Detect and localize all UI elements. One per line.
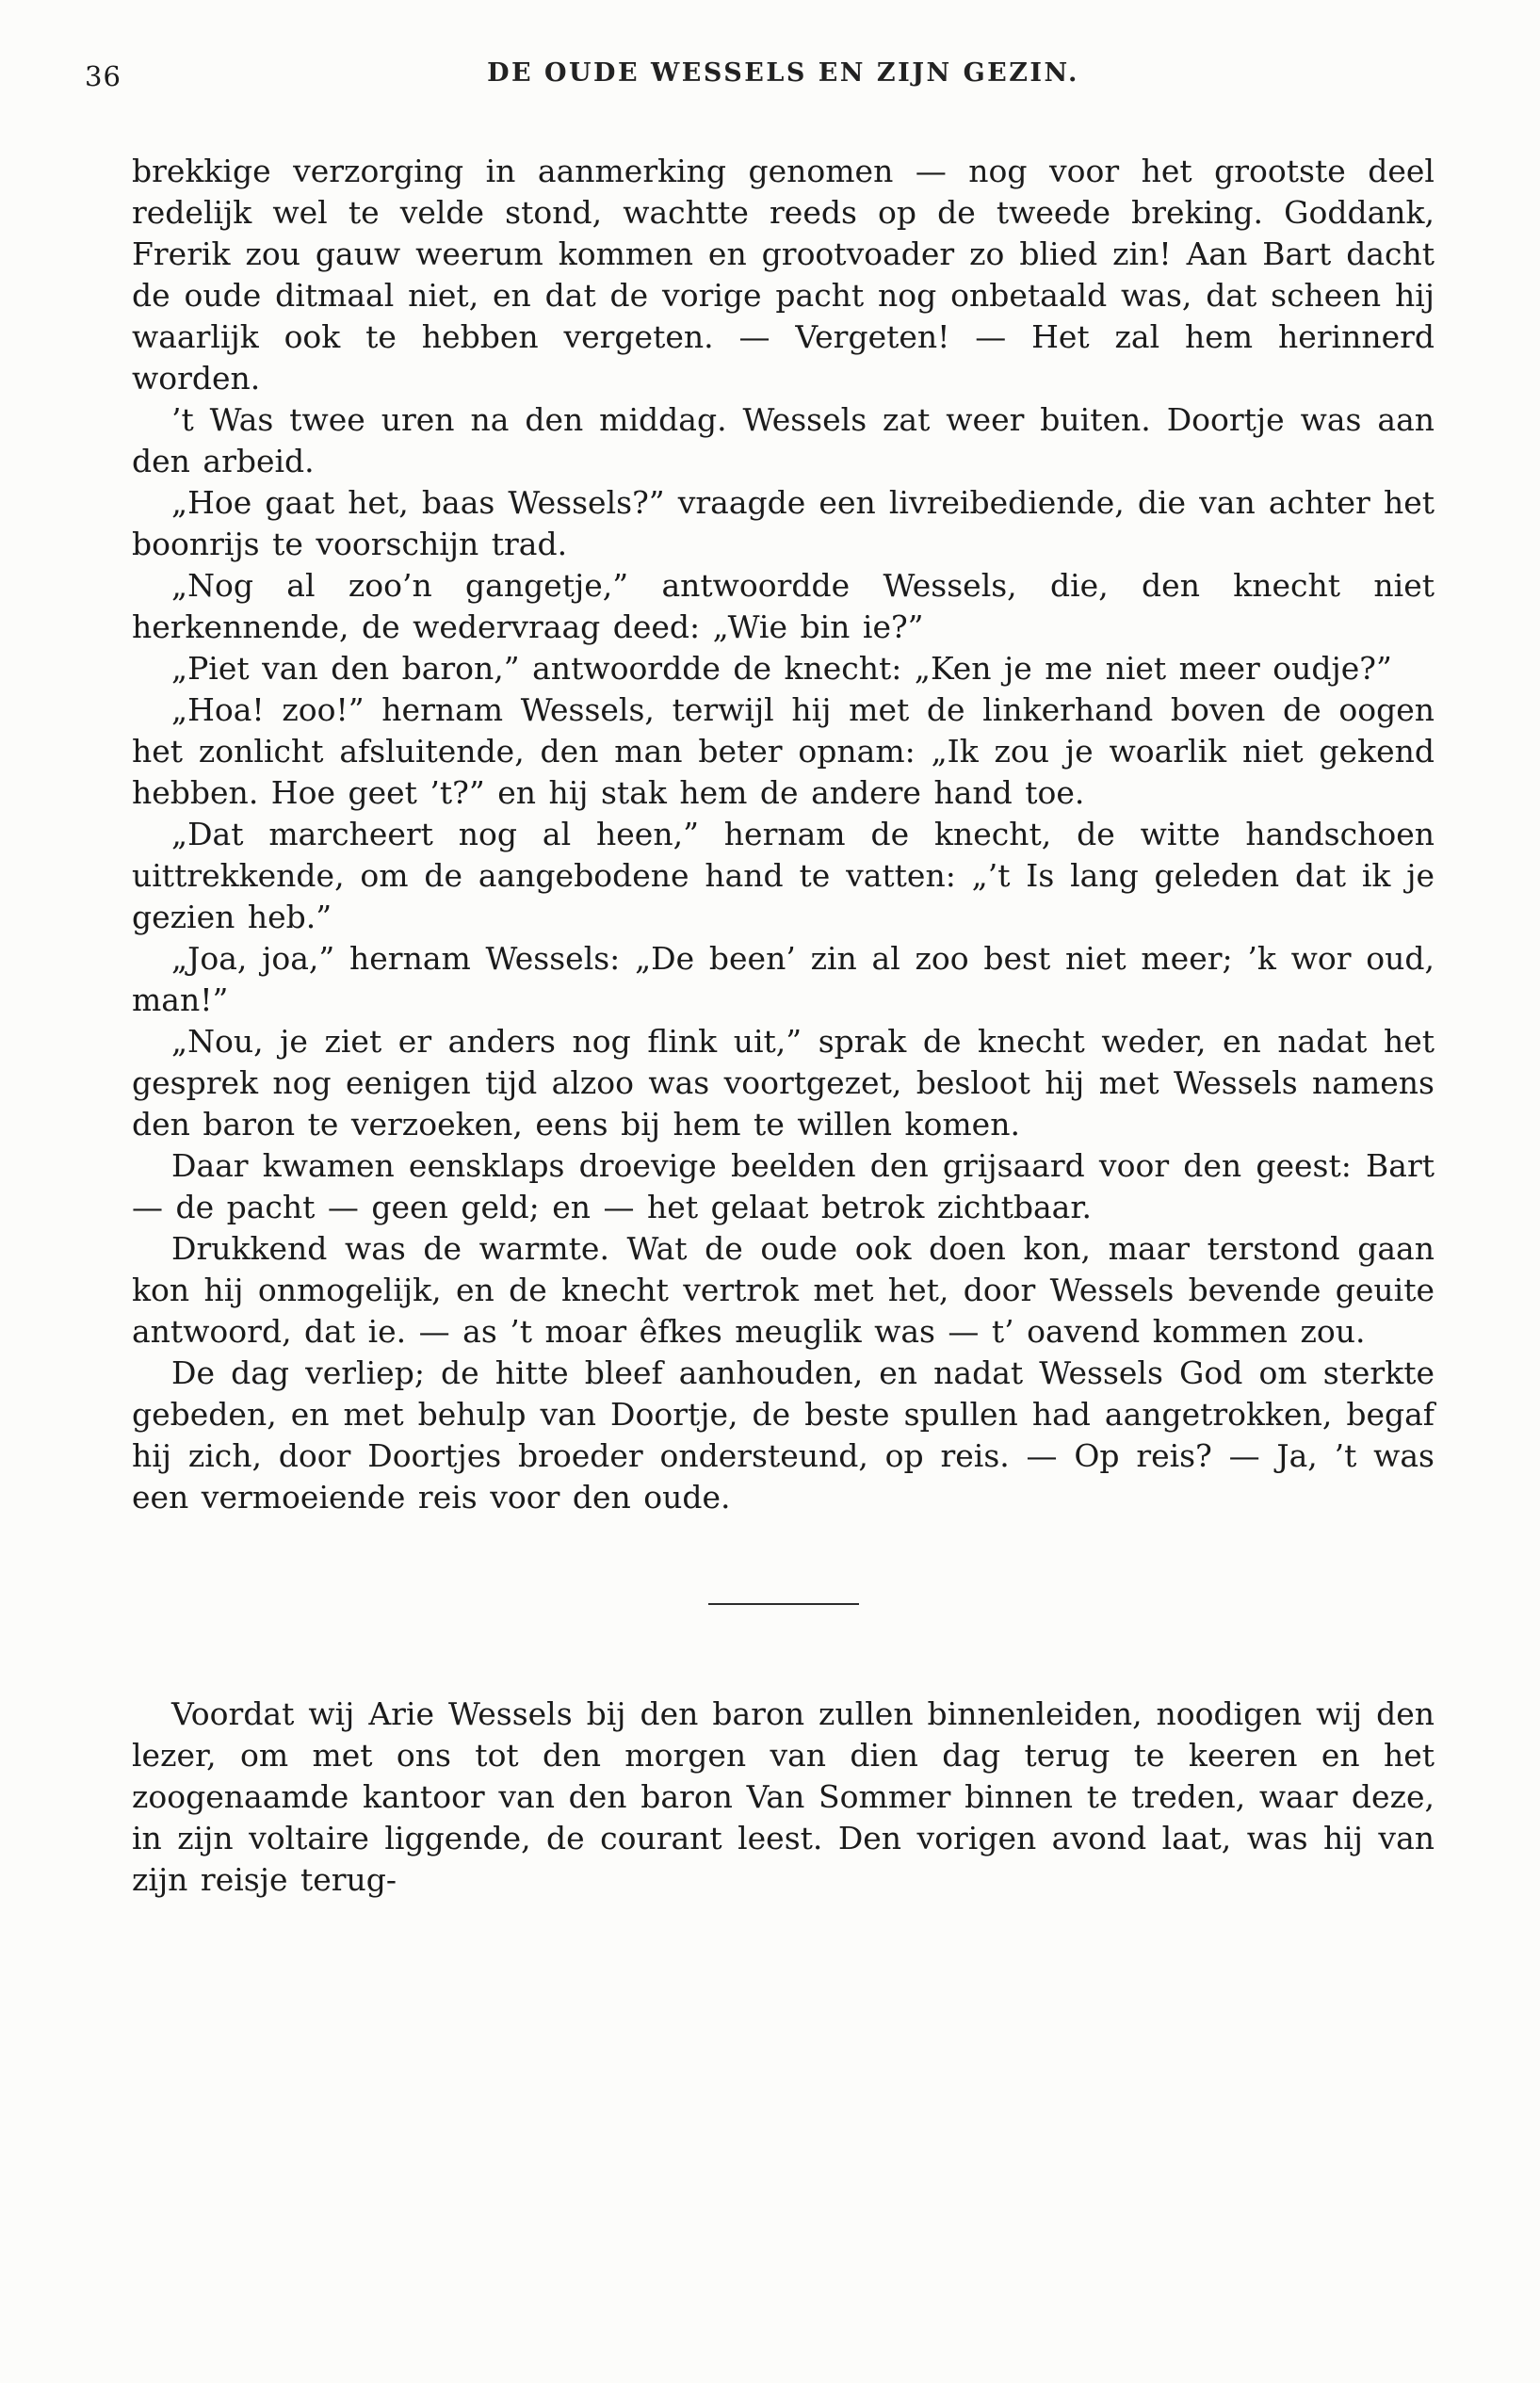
page-header <box>85 57 1435 96</box>
paragraph: Drukkend was de warmte. Wat de oude ook doen kon, maar terstond gaan kon hij onmogelijk, en de knecht vertrok met het, door Wessels bevende geuite antwoord, dat ie. — as ’t moar êfkes meuglik was — t’ oavend kommen zou. <box>132 1230 1435 1350</box>
paragraph: De dag verliep; de hitte bleef aanhouden, en nadat Wessels God om sterkte gebeden, en met behulp van Doortje, de beste spullen had aangetrokken, begaf hij zich, door Doortjes broeder ondersteund, op reis. — Op reis? — Ja, ’t was een vermoeiende reis voor den oude. <box>132 1354 1435 1516</box>
paragraph: Daar kwamen eensklaps droevige beelden den grijsaard voor den geest: Bart — de pacht — geen geld; en — het gelaat betrok zichtbaar. <box>132 1147 1435 1225</box>
page-body <box>132 151 1435 1901</box>
paragraph: „Nog al zoo’n gangetje,” antwoordde Wessels, die, den knecht niet herkennende, de wedervraag deed: „Wie bin ie?” <box>132 567 1435 645</box>
page-number: 36 <box>85 60 122 92</box>
section-divider <box>708 1603 859 1605</box>
paragraph: „Piet van den baron,” antwoordde de knecht: „Ken je me niet meer oudje?” <box>171 650 1392 687</box>
running-title: DE OUDE WESSELS EN ZIJN GEZIN. <box>487 58 1079 88</box>
paragraph: „Nou, je ziet er anders nog flink uit,” sprak de knecht weder, en nadat het gesprek nog eenigen tijd alzoo was voortgezet, besloot hij met Wessels namens den baron te verzoeken, eens bij hem te willen komen. <box>132 1023 1435 1143</box>
paragraph: „Hoe gaat het, baas Wessels?” vraagde een livreibediende, die van achter het boonrijs te voorschijn trad. <box>132 484 1435 562</box>
paragraph-new-section: Voordat wij Arie Wessels bij den baron zullen binnenleiden, noodigen wij den lezer, om met ons tot den morgen van dien dag terug te keeren en het zoogenaamde kantoor van den baron Van Sommer binnen te treden, waar deze, in zijn voltaire liggende, de courant leest. Den vorigen avond laat, was hij van zijn reisje terug- <box>132 1695 1435 1898</box>
paragraph-continuation: brekkige verzorging in aanmerking genomen — nog voor het grootste deel redelijk wel te velde stond, wachtte reeds op de tweede breking. Goddank, Frerik zou gauw weerum kommen en grootvoader zo blied zin! Aan Bart dacht de oude ditmaal niet, en dat de vorige pacht nog onbetaald was, dat scheen hij waarlijk ook te hebben vergeten. — Vergeten! — Het zal hem herinnerd worden. <box>132 153 1435 397</box>
paragraph: „Hoa! zoo!” hernam Wessels, terwijl hij met de linkerhand boven de oogen het zonlicht afsluitende, den man beter opnam: „Ik zou je woarlik niet gekend hebben. Hoe geet ’t?” en hij stak hem de andere hand toe. <box>132 691 1435 811</box>
paragraph: „Dat marcheert nog al heen,” hernam de knecht, de witte handschoen uittrekkende, om de aangebodene hand te vatten: „’t Is lang geleden dat ik je gezien heb.” <box>132 816 1435 935</box>
paragraph: ’t Was twee uren na den middag. Wessels zat weer buiten. Doortje was aan den arbeid. <box>132 401 1435 479</box>
paragraph: „Joa, joa,” hernam Wessels: „De been’ zin al zoo best niet meer; ’k wor oud, man!” <box>132 940 1435 1018</box>
